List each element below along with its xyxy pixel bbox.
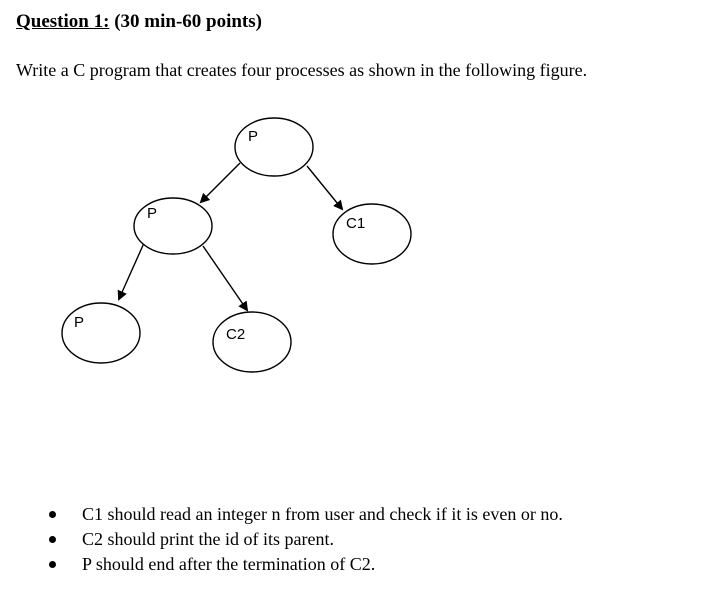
list-item	[44, 527, 563, 552]
edge-left-to-c2	[203, 246, 247, 310]
requirement-text: C2 should print the id of its parent.	[82, 529, 334, 549]
bullet-icon	[49, 561, 56, 568]
list-item	[44, 502, 563, 527]
instruction-text: Write a C program that creates four processes as shown in the following figure.	[16, 60, 588, 80]
edge-left-to-leftleft	[119, 243, 144, 299]
node-root-label: P	[248, 128, 259, 145]
question-meta: (30 min-60 points)	[109, 11, 262, 32]
node-c1-label: C1	[346, 215, 366, 232]
node-c2	[213, 312, 291, 372]
bullet-icon	[49, 536, 56, 543]
requirement-text: P should end after the termination of C2.	[82, 554, 376, 574]
node-leftleft	[62, 303, 140, 363]
node-left-label: P	[147, 205, 158, 222]
question-label: Question 1:	[16, 11, 110, 32]
node-left	[134, 198, 212, 254]
node-c1	[333, 204, 411, 264]
requirements-list	[44, 502, 563, 577]
requirement-text: C1 should read an integer n from user and check if it is even or no.	[82, 504, 563, 524]
edge-root-to-c1	[307, 166, 342, 209]
bullet-icon	[49, 511, 56, 518]
node-leftleft-label: P	[74, 314, 85, 331]
node-root	[235, 118, 313, 176]
list-item	[44, 552, 563, 577]
node-c2-label: C2	[226, 326, 246, 343]
edge-root-to-left	[201, 163, 240, 202]
